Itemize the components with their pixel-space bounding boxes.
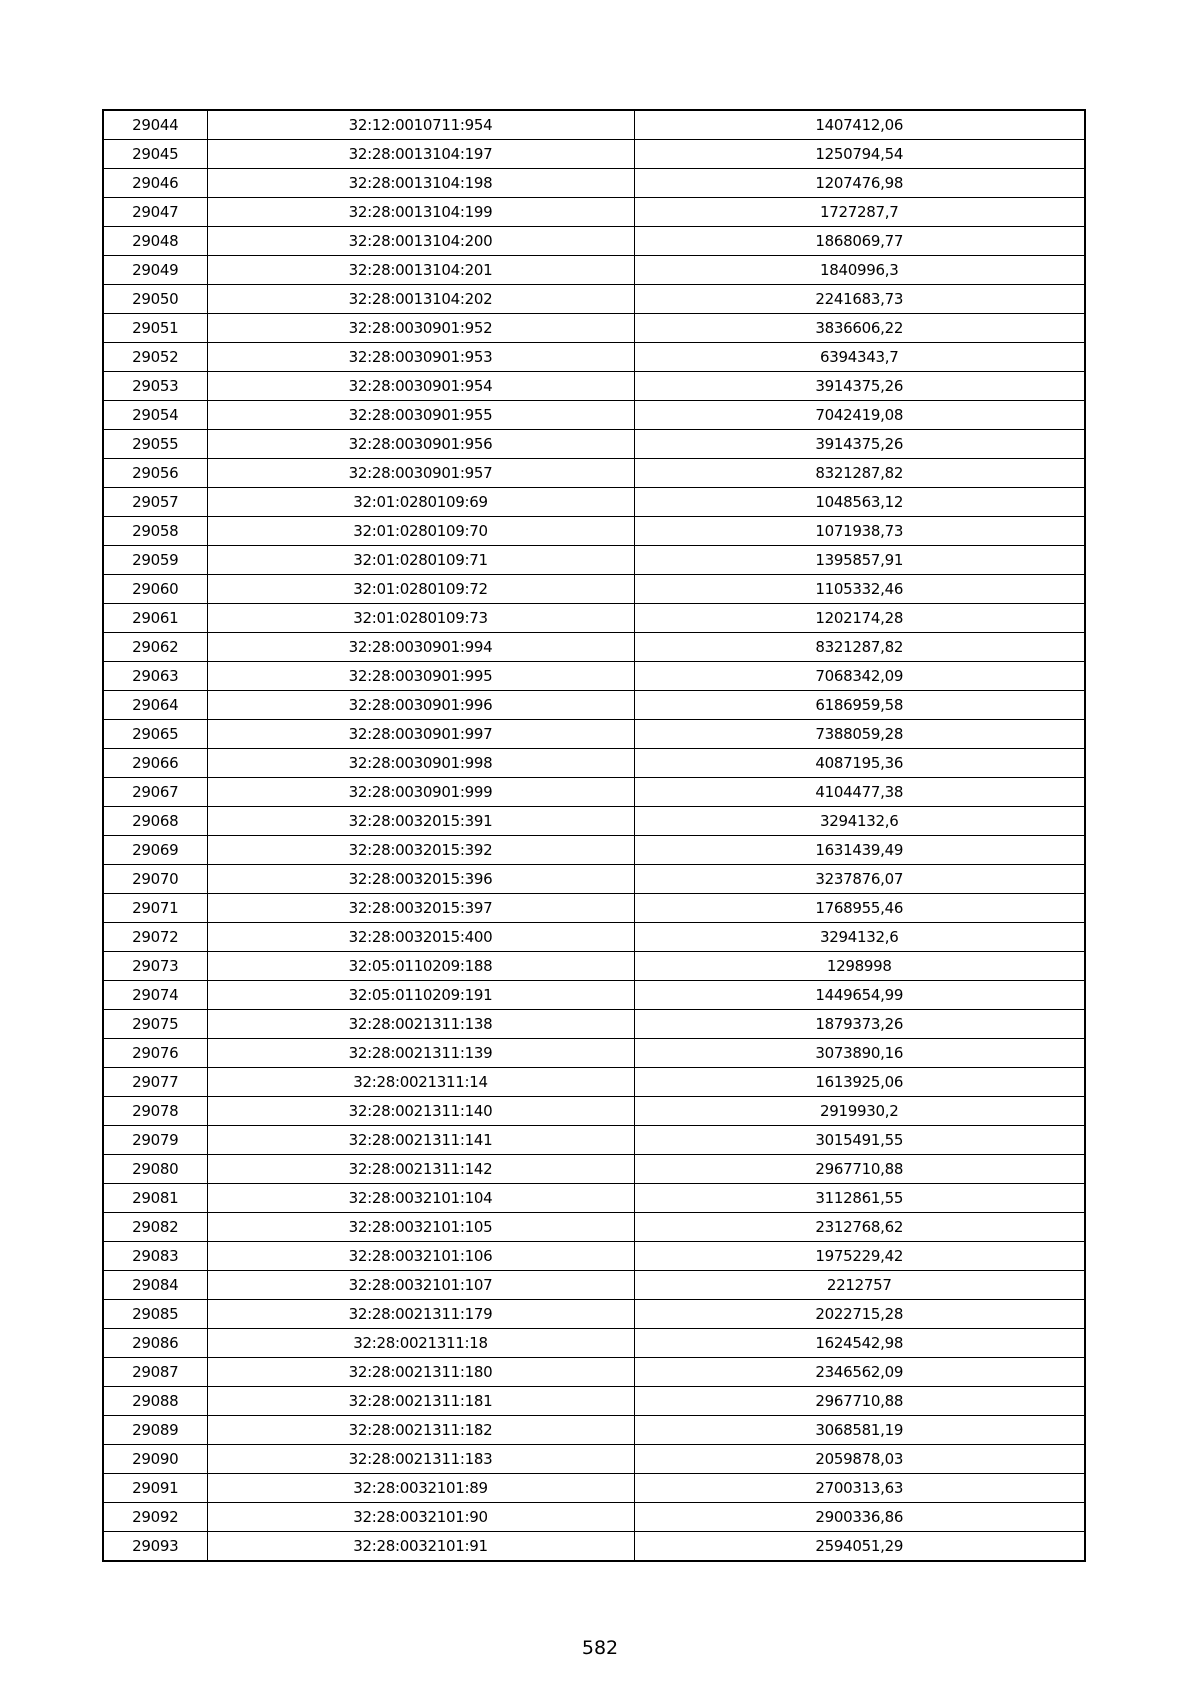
table-row [103, 633, 1085, 662]
row-number-cell: 29047 [103, 198, 207, 227]
value-cell: 3112861,55 [634, 1184, 1085, 1213]
value-cell: 2346562,09 [634, 1358, 1085, 1387]
table-row [103, 256, 1085, 285]
table-row [103, 865, 1085, 894]
row-number-cell: 29058 [103, 517, 207, 546]
table-row [103, 169, 1085, 198]
row-number-cell: 29053 [103, 372, 207, 401]
table-row [103, 430, 1085, 459]
cadastral-number-cell: 32:28:0032101:105 [207, 1213, 634, 1242]
cadastral-number-cell: 32:28:0021311:182 [207, 1416, 634, 1445]
table-row [103, 459, 1085, 488]
value-cell: 1727287,7 [634, 198, 1085, 227]
table-row [103, 198, 1085, 227]
cadastral-number-cell: 32:28:0032101:107 [207, 1271, 634, 1300]
table-row [103, 1068, 1085, 1097]
table-row [103, 1213, 1085, 1242]
table-row [103, 1387, 1085, 1416]
cadastral-number-cell: 32:28:0032015:392 [207, 836, 634, 865]
table-row [103, 1445, 1085, 1474]
table-row [103, 1242, 1085, 1271]
cadastral-number-cell: 32:28:0030901:995 [207, 662, 634, 691]
cadastral-number-cell: 32:28:0021311:138 [207, 1010, 634, 1039]
cadastral-number-cell: 32:28:0021311:14 [207, 1068, 634, 1097]
cadastral-number-cell: 32:28:0021311:142 [207, 1155, 634, 1184]
table-row [103, 1416, 1085, 1445]
value-cell: 7388059,28 [634, 720, 1085, 749]
cadastral-number-cell: 32:05:0110209:191 [207, 981, 634, 1010]
row-number-cell: 29072 [103, 923, 207, 952]
value-cell: 3294132,6 [634, 923, 1085, 952]
value-cell: 2059878,03 [634, 1445, 1085, 1474]
row-number-cell: 29067 [103, 778, 207, 807]
cadastral-number-cell: 32:28:0021311:181 [207, 1387, 634, 1416]
value-cell: 1105332,46 [634, 575, 1085, 604]
row-number-cell: 29056 [103, 459, 207, 488]
value-cell: 1298998 [634, 952, 1085, 981]
row-number-cell: 29075 [103, 1010, 207, 1039]
cadastral-number-cell: 32:28:0030901:956 [207, 430, 634, 459]
value-cell: 1624542,98 [634, 1329, 1085, 1358]
row-number-cell: 29044 [103, 110, 207, 140]
cadastral-number-cell: 32:01:0280109:70 [207, 517, 634, 546]
table-row [103, 691, 1085, 720]
value-cell: 3068581,19 [634, 1416, 1085, 1445]
cadastral-number-cell: 32:28:0013104:198 [207, 169, 634, 198]
table-row [103, 749, 1085, 778]
cadastral-number-cell: 32:01:0280109:72 [207, 575, 634, 604]
cadastral-number-cell: 32:28:0032015:400 [207, 923, 634, 952]
cadastral-number-cell: 32:28:0030901:955 [207, 401, 634, 430]
cadastral-number-cell: 32:28:0013104:202 [207, 285, 634, 314]
value-cell: 4087195,36 [634, 749, 1085, 778]
cadastral-number-cell: 32:28:0030901:996 [207, 691, 634, 720]
table-row [103, 343, 1085, 372]
value-cell: 4104477,38 [634, 778, 1085, 807]
table-row [103, 1155, 1085, 1184]
row-number-cell: 29054 [103, 401, 207, 430]
cadastral-number-cell: 32:28:0021311:183 [207, 1445, 634, 1474]
row-number-cell: 29077 [103, 1068, 207, 1097]
value-cell: 3294132,6 [634, 807, 1085, 836]
table-row [103, 314, 1085, 343]
row-number-cell: 29068 [103, 807, 207, 836]
cadastral-number-cell: 32:28:0030901:999 [207, 778, 634, 807]
data-table [102, 109, 1086, 1562]
cadastral-number-cell: 32:28:0021311:141 [207, 1126, 634, 1155]
row-number-cell: 29078 [103, 1097, 207, 1126]
table-row [103, 140, 1085, 169]
table-row [103, 720, 1085, 749]
row-number-cell: 29086 [103, 1329, 207, 1358]
row-number-cell: 29090 [103, 1445, 207, 1474]
row-number-cell: 29080 [103, 1155, 207, 1184]
table-body [103, 110, 1085, 1561]
row-number-cell: 29081 [103, 1184, 207, 1213]
cadastral-number-cell: 32:28:0030901:954 [207, 372, 634, 401]
cadastral-number-cell: 32:28:0013104:197 [207, 140, 634, 169]
cadastral-number-cell: 32:28:0032101:106 [207, 1242, 634, 1271]
row-number-cell: 29045 [103, 140, 207, 169]
table-row [103, 546, 1085, 575]
row-number-cell: 29050 [103, 285, 207, 314]
row-number-cell: 29082 [103, 1213, 207, 1242]
cadastral-number-cell: 32:28:0021311:180 [207, 1358, 634, 1387]
cadastral-number-cell: 32:28:0032101:104 [207, 1184, 634, 1213]
table-row [103, 401, 1085, 430]
value-cell: 1449654,99 [634, 981, 1085, 1010]
cadastral-number-cell: 32:28:0021311:18 [207, 1329, 634, 1358]
row-number-cell: 29065 [103, 720, 207, 749]
value-cell: 3237876,07 [634, 865, 1085, 894]
cadastral-number-cell: 32:28:0032101:91 [207, 1532, 634, 1562]
value-cell: 1407412,06 [634, 110, 1085, 140]
table-row [103, 372, 1085, 401]
row-number-cell: 29062 [103, 633, 207, 662]
table-row [103, 1474, 1085, 1503]
cadastral-number-cell: 32:28:0021311:139 [207, 1039, 634, 1068]
table-row [103, 285, 1085, 314]
table-row [103, 1010, 1085, 1039]
cadastral-number-cell: 32:28:0013104:201 [207, 256, 634, 285]
value-cell: 1631439,49 [634, 836, 1085, 865]
row-number-cell: 29055 [103, 430, 207, 459]
table-row [103, 807, 1085, 836]
table-row [103, 952, 1085, 981]
row-number-cell: 29079 [103, 1126, 207, 1155]
cadastral-number-cell: 32:28:0030901:997 [207, 720, 634, 749]
value-cell: 1395857,91 [634, 546, 1085, 575]
row-number-cell: 29066 [103, 749, 207, 778]
value-cell: 3914375,26 [634, 430, 1085, 459]
table-row [103, 836, 1085, 865]
value-cell: 1768955,46 [634, 894, 1085, 923]
row-number-cell: 29074 [103, 981, 207, 1010]
value-cell: 8321287,82 [634, 633, 1085, 662]
row-number-cell: 29061 [103, 604, 207, 633]
row-number-cell: 29088 [103, 1387, 207, 1416]
cadastral-number-cell: 32:28:0030901:994 [207, 633, 634, 662]
cadastral-number-cell: 32:28:0030901:952 [207, 314, 634, 343]
page-number: 582 [581, 1637, 619, 1659]
value-cell: 2022715,28 [634, 1300, 1085, 1329]
table-row [103, 110, 1085, 140]
value-cell: 1840996,3 [634, 256, 1085, 285]
value-cell: 2967710,88 [634, 1387, 1085, 1416]
row-number-cell: 29085 [103, 1300, 207, 1329]
row-number-cell: 29064 [103, 691, 207, 720]
row-number-cell: 29052 [103, 343, 207, 372]
cadastral-number-cell: 32:28:0032015:397 [207, 894, 634, 923]
table-row [103, 1503, 1085, 1532]
value-cell: 2594051,29 [634, 1532, 1085, 1562]
value-cell: 2900336,86 [634, 1503, 1085, 1532]
row-number-cell: 29048 [103, 227, 207, 256]
value-cell: 3073890,16 [634, 1039, 1085, 1068]
table-row [103, 1126, 1085, 1155]
row-number-cell: 29046 [103, 169, 207, 198]
cadastral-number-cell: 32:28:0032015:391 [207, 807, 634, 836]
value-cell: 1202174,28 [634, 604, 1085, 633]
row-number-cell: 29084 [103, 1271, 207, 1300]
cadastral-number-cell: 32:28:0030901:953 [207, 343, 634, 372]
table-row [103, 227, 1085, 256]
row-number-cell: 29089 [103, 1416, 207, 1445]
table-row [103, 1300, 1085, 1329]
value-cell: 7042419,08 [634, 401, 1085, 430]
row-number-cell: 29069 [103, 836, 207, 865]
value-cell: 6394343,7 [634, 343, 1085, 372]
table-row [103, 1329, 1085, 1358]
value-cell: 8321287,82 [634, 459, 1085, 488]
cadastral-number-cell: 32:01:0280109:69 [207, 488, 634, 517]
table-row [103, 488, 1085, 517]
row-number-cell: 29073 [103, 952, 207, 981]
cadastral-number-cell: 32:28:0032101:89 [207, 1474, 634, 1503]
cadastral-number-cell: 32:28:0013104:200 [207, 227, 634, 256]
cadastral-number-cell: 32:28:0032015:396 [207, 865, 634, 894]
value-cell: 2312768,62 [634, 1213, 1085, 1242]
value-cell: 3914375,26 [634, 372, 1085, 401]
row-number-cell: 29059 [103, 546, 207, 575]
table-row [103, 1039, 1085, 1068]
row-number-cell: 29071 [103, 894, 207, 923]
table-row [103, 778, 1085, 807]
cadastral-number-cell: 32:28:0021311:140 [207, 1097, 634, 1126]
value-cell: 2241683,73 [634, 285, 1085, 314]
table-row [103, 894, 1085, 923]
row-number-cell: 29087 [103, 1358, 207, 1387]
cadastral-number-cell: 32:01:0280109:71 [207, 546, 634, 575]
value-cell: 2919930,2 [634, 1097, 1085, 1126]
value-cell: 1207476,98 [634, 169, 1085, 198]
row-number-cell: 29070 [103, 865, 207, 894]
table-row [103, 662, 1085, 691]
row-number-cell: 29083 [103, 1242, 207, 1271]
table-row [103, 1532, 1085, 1562]
value-cell: 1868069,77 [634, 227, 1085, 256]
table-row [103, 1097, 1085, 1126]
cadastral-number-cell: 32:28:0030901:957 [207, 459, 634, 488]
value-cell: 2967710,88 [634, 1155, 1085, 1184]
value-cell: 1071938,73 [634, 517, 1085, 546]
cadastral-number-cell: 32:28:0021311:179 [207, 1300, 634, 1329]
value-cell: 3836606,22 [634, 314, 1085, 343]
table-row [103, 517, 1085, 546]
table-row [103, 604, 1085, 633]
row-number-cell: 29063 [103, 662, 207, 691]
cadastral-number-cell: 32:12:0010711:954 [207, 110, 634, 140]
table-row [103, 923, 1085, 952]
row-number-cell: 29092 [103, 1503, 207, 1532]
row-number-cell: 29057 [103, 488, 207, 517]
table-row [103, 1184, 1085, 1213]
cadastral-number-cell: 32:01:0280109:73 [207, 604, 634, 633]
value-cell: 1975229,42 [634, 1242, 1085, 1271]
value-cell: 1250794,54 [634, 140, 1085, 169]
row-number-cell: 29076 [103, 1039, 207, 1068]
value-cell: 1879373,26 [634, 1010, 1085, 1039]
cadastral-number-cell: 32:28:0013104:199 [207, 198, 634, 227]
table-row [103, 1358, 1085, 1387]
value-cell: 6186959,58 [634, 691, 1085, 720]
cadastral-number-cell: 32:28:0030901:998 [207, 749, 634, 778]
row-number-cell: 29091 [103, 1474, 207, 1503]
value-cell: 1048563,12 [634, 488, 1085, 517]
table-row [103, 981, 1085, 1010]
row-number-cell: 29093 [103, 1532, 207, 1562]
row-number-cell: 29049 [103, 256, 207, 285]
row-number-cell: 29060 [103, 575, 207, 604]
cadastral-number-cell: 32:28:0032101:90 [207, 1503, 634, 1532]
table-row [103, 1271, 1085, 1300]
value-cell: 2212757 [634, 1271, 1085, 1300]
table-row [103, 575, 1085, 604]
value-cell: 2700313,63 [634, 1474, 1085, 1503]
value-cell: 3015491,55 [634, 1126, 1085, 1155]
cadastral-number-cell: 32:05:0110209:188 [207, 952, 634, 981]
value-cell: 1613925,06 [634, 1068, 1085, 1097]
row-number-cell: 29051 [103, 314, 207, 343]
value-cell: 7068342,09 [634, 662, 1085, 691]
